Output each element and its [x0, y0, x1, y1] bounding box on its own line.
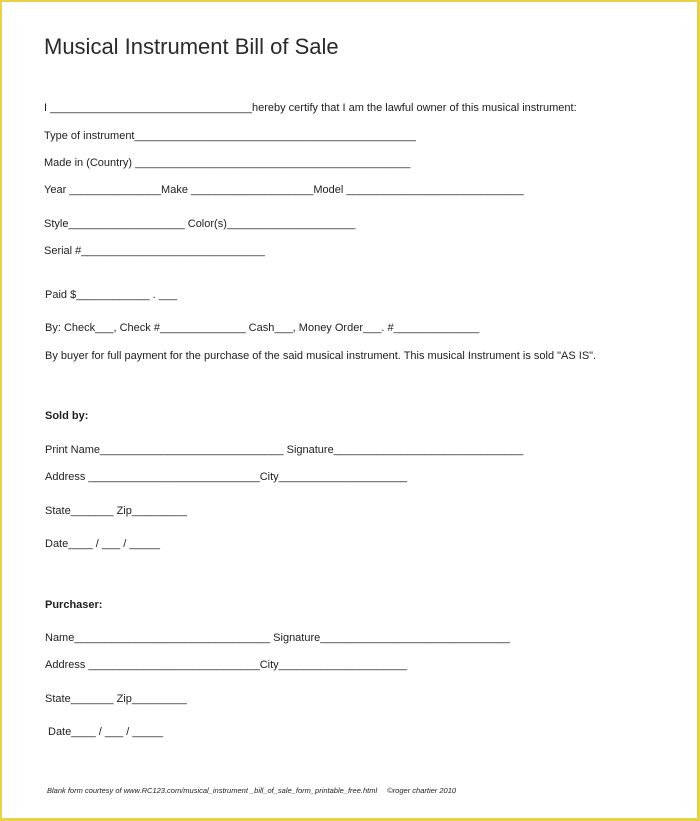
purchaser-name-signature: Name________________________________ Signature_______________________________: [45, 632, 510, 644]
seller-state-zip: State_______ Zip_________: [45, 505, 187, 517]
serial-field: Serial #______________________________: [44, 245, 265, 257]
footer-credit: [47, 786, 456, 795]
made-in-field: Made in (Country) _____________________________________________: [44, 157, 411, 169]
instrument-type-field: Type of instrument______________________________________________: [44, 130, 416, 142]
year-make-model-fields: Year _______________Make ____________________Model _____________________________: [44, 184, 524, 196]
paid-field: Paid $____________ . ___: [45, 289, 178, 301]
form-title: Musical Instrument Bill of Sale: [44, 34, 339, 59]
footer-copyright: ©roger chartier 2010: [387, 786, 457, 795]
payment-method-fields: By: Check___, Check #______________ Cash___, Money Order___. #______________: [45, 322, 480, 334]
owner-certify-line: I _________________________________hereby certify that I am the lawful owner of this musical instrument:: [44, 102, 577, 114]
seller-name-signature: Print Name______________________________ Signature_______________________________: [45, 444, 524, 456]
purchaser-address-city: Address ____________________________City_____________________: [45, 659, 408, 671]
purchaser-heading: Purchaser:: [45, 599, 103, 611]
as-is-statement: By buyer for full payment for the purchase of the said musical instrument. This musical Instrument is sold "AS IS".: [45, 350, 597, 362]
seller-date: Date____ / ___ / _____: [45, 538, 160, 550]
sold-by-heading: Sold by:: [45, 410, 89, 422]
purchaser-state-zip: State_______ Zip_________: [45, 693, 187, 705]
style-color-fields: Style___________________ Color(s)_____________________: [44, 218, 356, 230]
purchaser-date: Date____ / ___ / _____: [48, 726, 163, 738]
seller-address-city: Address ____________________________City_____________________: [45, 471, 408, 483]
footer-courtesy: Blank form courtesy of www.RC123.com/musical_instrument _bill_of_sale_form_printable_free.html: [47, 786, 378, 795]
